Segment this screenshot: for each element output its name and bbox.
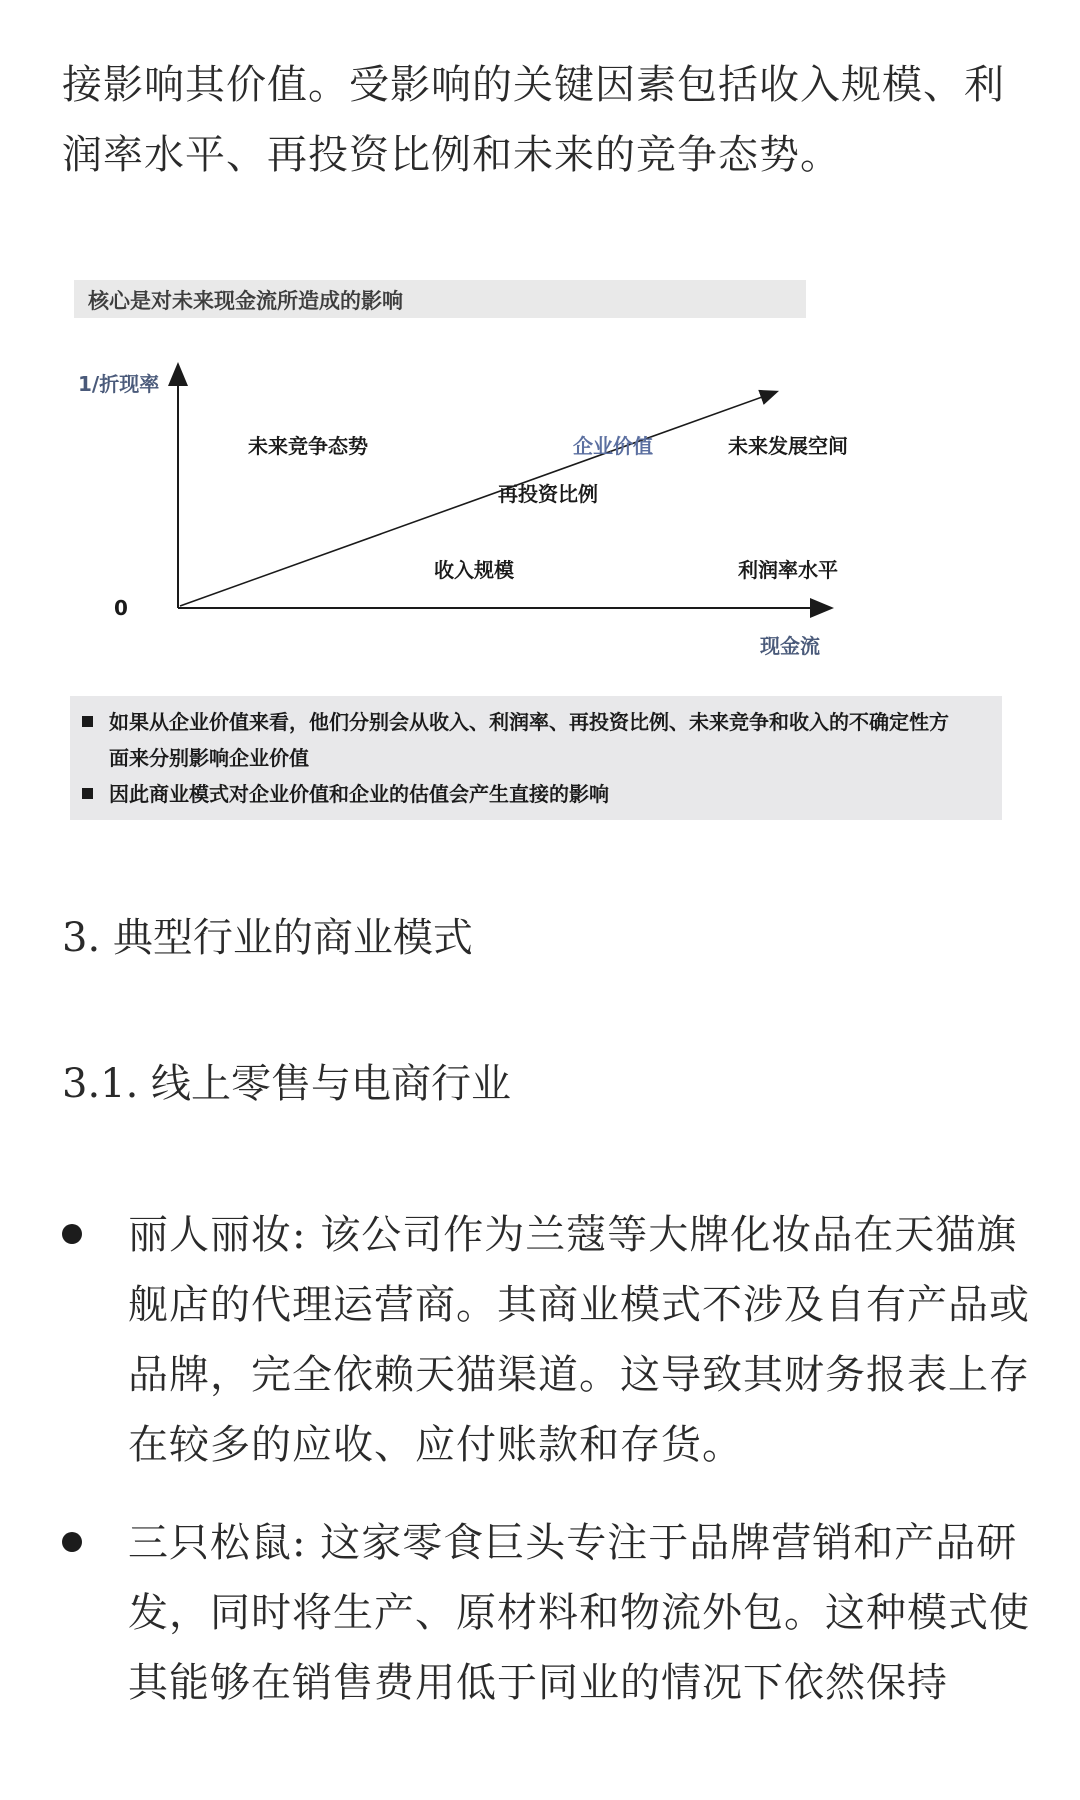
label-future-development: 未来发展空间 xyxy=(728,434,848,458)
figure-note-1: 如果从企业价值来看，他们分别会从收入、利润率、再投资比例、未来竞争和收入的不确定性方 面来分别影响企业价值 xyxy=(82,704,949,776)
intro-text: 接影响其价值。受影响的关键因素包括收入规模、利润率水平、再投资比例和未来的竞争态势。 xyxy=(62,62,1005,178)
section-heading-3: 3. 典型行业的商业模式 xyxy=(62,915,473,961)
label-reinvestment-ratio: 再投资比例 xyxy=(498,482,598,506)
origin-label: 0 xyxy=(114,596,128,620)
list-item-text: 三只松鼠: 这家零食巨头专注于品牌营销和产品研发，同时将生产、原材料和物流外包。这种模式使其能够在销售费用低于同业的情况下依然保持 xyxy=(128,1520,1030,1706)
list-item-text: 丽人丽妆: 该公司作为兰蔻等大牌化妆品在天猫旗舰店的代理运营商。其商业模式不涉及自有产品或品牌，完全依赖天猫渠道。这导致其财务报表上存在较多的应收、应付账款和存货。 xyxy=(128,1212,1030,1468)
square-bullet-icon xyxy=(82,716,93,727)
list-item xyxy=(62,1200,1032,1480)
figure-note-box xyxy=(70,696,1002,820)
section-heading-3-1: 3.1. 线上零售与电商行业 xyxy=(62,1061,512,1107)
figure-title: 核心是对未来现金流所造成的影响 xyxy=(88,289,403,313)
list-item xyxy=(62,1508,1032,1718)
bullet-dot-icon xyxy=(62,1224,82,1244)
label-future-competition: 未来竞争态势 xyxy=(248,434,368,458)
label-revenue-scale: 收入规模 xyxy=(434,558,514,582)
square-bullet-icon xyxy=(82,788,93,799)
x-axis-label: 现金流 xyxy=(760,634,820,658)
value-driver-figure xyxy=(70,280,1000,820)
bullet-dot-icon xyxy=(62,1532,82,1552)
figure-note-2: 因此商业模式对企业价值和企业的估值会产生直接的影响 xyxy=(82,776,609,812)
label-profit-margin: 利润率水平 xyxy=(738,558,838,582)
label-enterprise-value: 企业价值 xyxy=(573,434,653,458)
y-axis-label: 1/折现率 xyxy=(78,372,160,396)
intro-paragraph xyxy=(62,50,1022,190)
